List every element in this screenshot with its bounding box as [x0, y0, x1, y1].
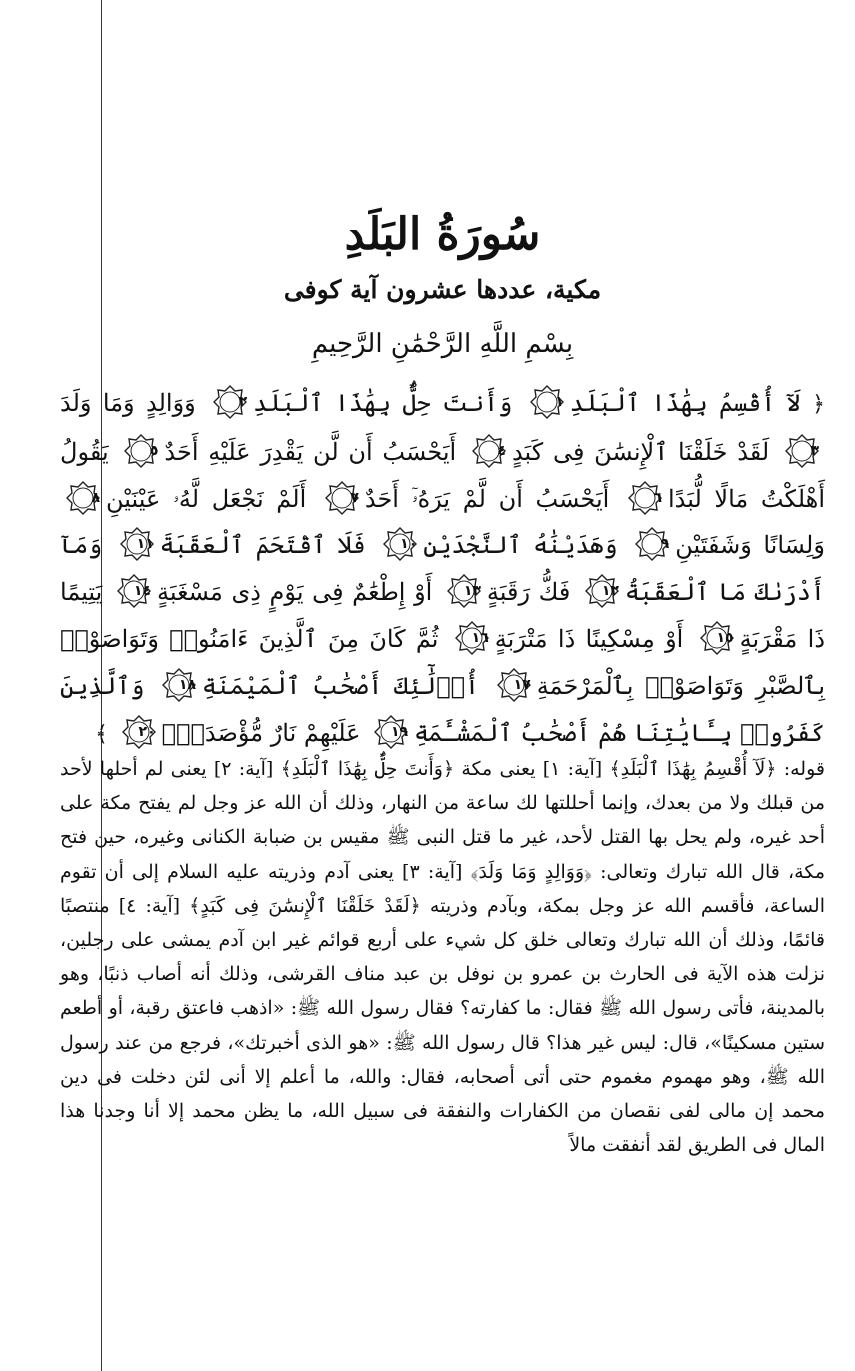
surah-subtitle: مكية، عددها عشرون آية كوفى	[283, 275, 602, 304]
verse-text: أَلَمْ نَجْعَل لَّهُۥ عَيْنَيْنِ	[106, 484, 307, 513]
ayah-number: ٧	[350, 489, 359, 506]
ayah-marker-icon	[383, 527, 417, 561]
verses-close-bracket: ﴾	[95, 721, 108, 747]
ayah-number: ١٤	[133, 583, 151, 600]
ayah-number: ٨	[91, 489, 100, 506]
ayah-marker-icon	[472, 434, 506, 468]
ayah-marker-icon	[700, 621, 734, 655]
verse-text: أُو۟لَٰٓئِكَ أَصْحَٰبُ ٱلْمَيْمَنَةِ	[202, 671, 480, 700]
verses-open-bracket: ﴿	[812, 392, 825, 417]
ayah-marker-icon	[66, 481, 100, 515]
ayah-number: ٤	[497, 442, 506, 459]
ayah-number: ١٧	[513, 676, 531, 693]
verse-text: أَوْ مِسْكِينًا ذَا مَتْرَبَةٍ	[494, 624, 684, 653]
verse-text: ثُمَّ كَانَ مِنَ ٱلَّذِينَ ءَامَنُوا۟ وَتَوَاصَوْا۟ بِٱلصَّبْرِ وَتَوَاصَوْا۟ بِٱلْمَرْحَمَةِ	[60, 624, 825, 700]
verse-text: وَمَآ أَدْرَىٰكَ مَا ٱلْعَقَبَةُ	[60, 531, 825, 607]
verse-text: فَكُّ رَقَبَةٍ	[486, 578, 571, 607]
ayah-number: ١٨	[178, 676, 197, 693]
ayah-marker-icon	[213, 385, 247, 419]
ayah-number: ٢٠	[138, 723, 156, 740]
tafsir-paragraph: قوله: ﴿لَآ أُقْسِمُ بِهَٰذَا ٱلْبَلَدِ﴾ [آية: ١] يعنى مكة ﴿وَأَنتَ حِلٌّۢ بِهَٰذَا ٱلْبَلَدِ﴾ [آية: ٢] يعنى لم أحلها لأحد من قبلك ولا من بعدك، وإنما أحللتها لك ساعة من النهار، وذلك أن الله عز وجل لم يفتح مكة على أحد غيره، ولم يحل بها القتل لأحد، غير ما قتل النبى ﷺ مقيس بن ضبابة الكنانى وغيره، حين فتح مكة، قال الله تبارك وتعالى: ﴿وَوَالِدٍ وَمَا وَلَدَ﴾ [آية: ٣] يعنى آدم وذريته عليه السلام إلى أن تقوم الساعة، فأقسم الله عز وجل بمكة، وبآدم وذريته ﴿لَقَدْ خَلَقْنَا ٱلْإِنسَٰنَ فِى كَبَدٍ﴾ [آية: ٤] منتصبًا قائمًا، وذلك أن الله تبارك وتعالى خلق كل شيء على أربع قوائم غير ابن آدم يمشى على رجلين، نزلت هذه الآية فى الحارث بن عمرو بن نوفل بن عبد مناف القرشى، وذلك أنه أصاب ذنبًا، وهو بالمدينة، فأتى رسول الله ﷺ فقال: ما كفارته؟ فقال رسول الله ﷺ: «اذهب فاعتق رقبة، أو أطعم ستين مسكينًا»، قال: ليس غير هذا؟ قال رسول الله ﷺ: «هو الذى أخبرتك»، فرجع من عند رسول الله ﷺ، وهو مهموم مغموم حتى أتى أصحابه، فقال: والله، ما أعلم إلا أنى لئن دخلت فى دين محمد إن مالى لفى نقصان من الكفارات والنفقة فى سبيل الله، ما يظن محمد إلا أنا وجدنا هذا المال فى الطريق لقد أنفقت مالاً	[60, 758, 825, 1157]
ayah-number: ١١	[136, 536, 154, 553]
verse-text: وَوَالِدٍ وَمَا وَلَدَ	[60, 389, 196, 417]
verse-text: أَيَحْسَبُ أَن لَّن يَقْدِرَ عَلَيْهِ أَحَدٌ	[164, 437, 457, 466]
ayah-marker-icon	[117, 574, 151, 608]
verse-text: أَوْ إِطْعَٰمٌ فِى يَوْمٍ ذِى مَسْغَبَةٍ	[156, 578, 433, 607]
ayah-number: ٦	[653, 489, 662, 506]
ayah-marker-icon	[585, 574, 619, 608]
ayah-number: ٩	[660, 536, 670, 553]
verse-text: أَيَحْسَبُ أَن لَّمْ يَرَهُۥٓ أَحَدٌ	[364, 484, 610, 513]
quran-verses-block	[60, 380, 825, 758]
ayah-marker-icon	[122, 715, 156, 749]
ayah-marker-icon	[325, 481, 359, 515]
ayah-marker-icon	[635, 527, 669, 561]
ayah-number: ١٠	[400, 536, 418, 553]
verse-text: وَأَنتَ حِلٌّۢ بِهَٰذَا ٱلْبَلَدِ	[253, 389, 513, 417]
ayah-marker-icon	[447, 574, 481, 608]
surah-title: سُورَةُ البَلَدِ	[344, 209, 541, 260]
ayah-number: ٥	[149, 442, 159, 459]
ayah-number: ٢	[238, 394, 248, 410]
ayah-number: ١٦	[471, 629, 489, 646]
book-page	[60, 0, 825, 1371]
ayah-number: ١	[555, 394, 564, 410]
verse-text: لَقَدْ خَلَقْنَا ٱلْإِنسَٰنَ فِى كَبَدٍ	[511, 437, 770, 466]
ayah-number: ١٥	[716, 629, 734, 646]
basmala: بِسْمِ اللَّهِ الرَّحْمَٰنِ الرَّحِيمِ	[311, 329, 574, 359]
ayah-marker-icon	[162, 668, 196, 702]
verse-text: لَآ أُقْسِمُ بِهَٰذَا ٱلْبَلَدِ	[569, 389, 801, 417]
ayah-marker-icon	[124, 434, 158, 468]
ayah-number: ١٢	[601, 583, 619, 600]
ayah-marker-icon	[628, 481, 662, 515]
verse-text: وَلِسَانًا وَشَفَتَيْنِ	[675, 531, 825, 560]
ayah-marker-icon	[455, 621, 489, 655]
ayah-marker-icon	[497, 668, 531, 702]
ayah-marker-icon	[120, 527, 154, 561]
ayah-marker-icon	[374, 715, 408, 749]
ayah-number: ٣	[810, 442, 819, 459]
verse-text: يَقُولُ أَهْلَكْتُ مَالًا لُّبَدًا	[60, 437, 825, 513]
verse-text: يَتِيمًا ذَا مَقْرَبَةٍ	[60, 578, 826, 653]
verses-container	[60, 389, 825, 747]
ayah-marker-icon	[530, 385, 564, 419]
verse-text: وَهَدَيْنَٰهُ ٱلنَّجْدَيْنِ	[423, 531, 618, 560]
ayah-marker-icon	[785, 434, 819, 468]
verse-text: فَلَا ٱقْتَحَمَ ٱلْعَقَبَةَ	[159, 531, 366, 560]
verse-text: عَلَيْهِمْ نَارٌ مُّؤْصَدَةٌۢ	[161, 718, 361, 747]
tafsir-block	[60, 752, 825, 1162]
verse-text: وَٱلَّذِينَ كَفَرُوا۟ بِـَٔايَٰتِنَا هُمْ أَصْحَٰبُ ٱلْمَشْـَٔمَةِ	[60, 671, 825, 747]
ayah-number: ١٩	[391, 723, 409, 740]
ayah-number: ١٣	[463, 583, 481, 600]
